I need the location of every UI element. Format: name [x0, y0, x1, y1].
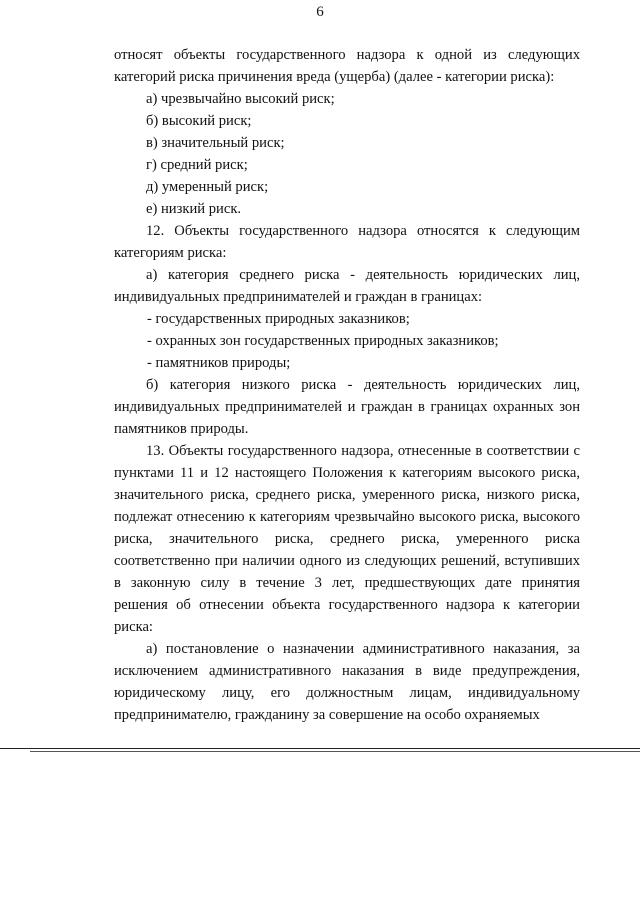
list-item-risk-d: д) умеренный риск; [146, 179, 269, 195]
list-item-protected-zones: - охранных зон государственных природных заказников; [147, 333, 499, 349]
paragraph-penalty: а) постановление о назначении административного наказания, за исключением административного наказания в виде предупреждения, юридическому лицу, его должностным лицам, индивидуальному предпринимателю, гражданину за совершение на особо охраняемых [114, 641, 580, 723]
paragraph-intro: относят объекты государственного надзора к одной из следующих категорий риска причинения вреда (ущерба) (далее - категории риска): [114, 47, 580, 85]
paragraph-section-12: 12. Объекты государственного надзора относятся к следующим категориям риска: [114, 223, 580, 261]
paragraph-section-13: 13. Объекты государственного надзора, отнесенные в соответствии с пунктами 11 и 12 настоящего Положения к категориям высокого риска, значительного риска, среднего риска, умеренного риска, низкого риска, подлежат отнесению к категориям чрезвычайно высокого риска, высокого риска, значительного риска, среднего риска, умеренного риска соответственно при наличии одного из следующих решений, вступивших в законную силу в течение 3 лет, предшествующих дате принятия решения об отнесении объекта государственного надзора к категории риска: [114, 443, 580, 635]
document-body [114, 44, 580, 726]
page-bottom-rule-secondary [30, 751, 640, 752]
list-item-risk-g: г) средний риск; [146, 157, 248, 173]
list-item-risk-e: е) низкий риск. [146, 201, 242, 217]
list-item-risk-b: б) высокий риск; [146, 113, 252, 129]
list-item-natural-monuments: - памятников природы; [147, 355, 291, 371]
list-item-risk-v: в) значительный риск; [146, 135, 285, 151]
paragraph-low-risk: б) категория низкого риска - деятельность юридических лиц, индивидуальных предпринимателей и граждан в границах охранных зон памятников природы. [114, 377, 580, 437]
page-number: 6 [316, 4, 324, 20]
paragraph-medium-risk: а) категория среднего риска - деятельность юридических лиц, индивидуальных предпринимателей и граждан в границах: [114, 267, 580, 305]
list-item-risk-a: а) чрезвычайно высокий риск; [146, 91, 335, 107]
list-item-reserves: - государственных природных заказников; [147, 311, 410, 327]
page-bottom-rule [0, 748, 640, 749]
